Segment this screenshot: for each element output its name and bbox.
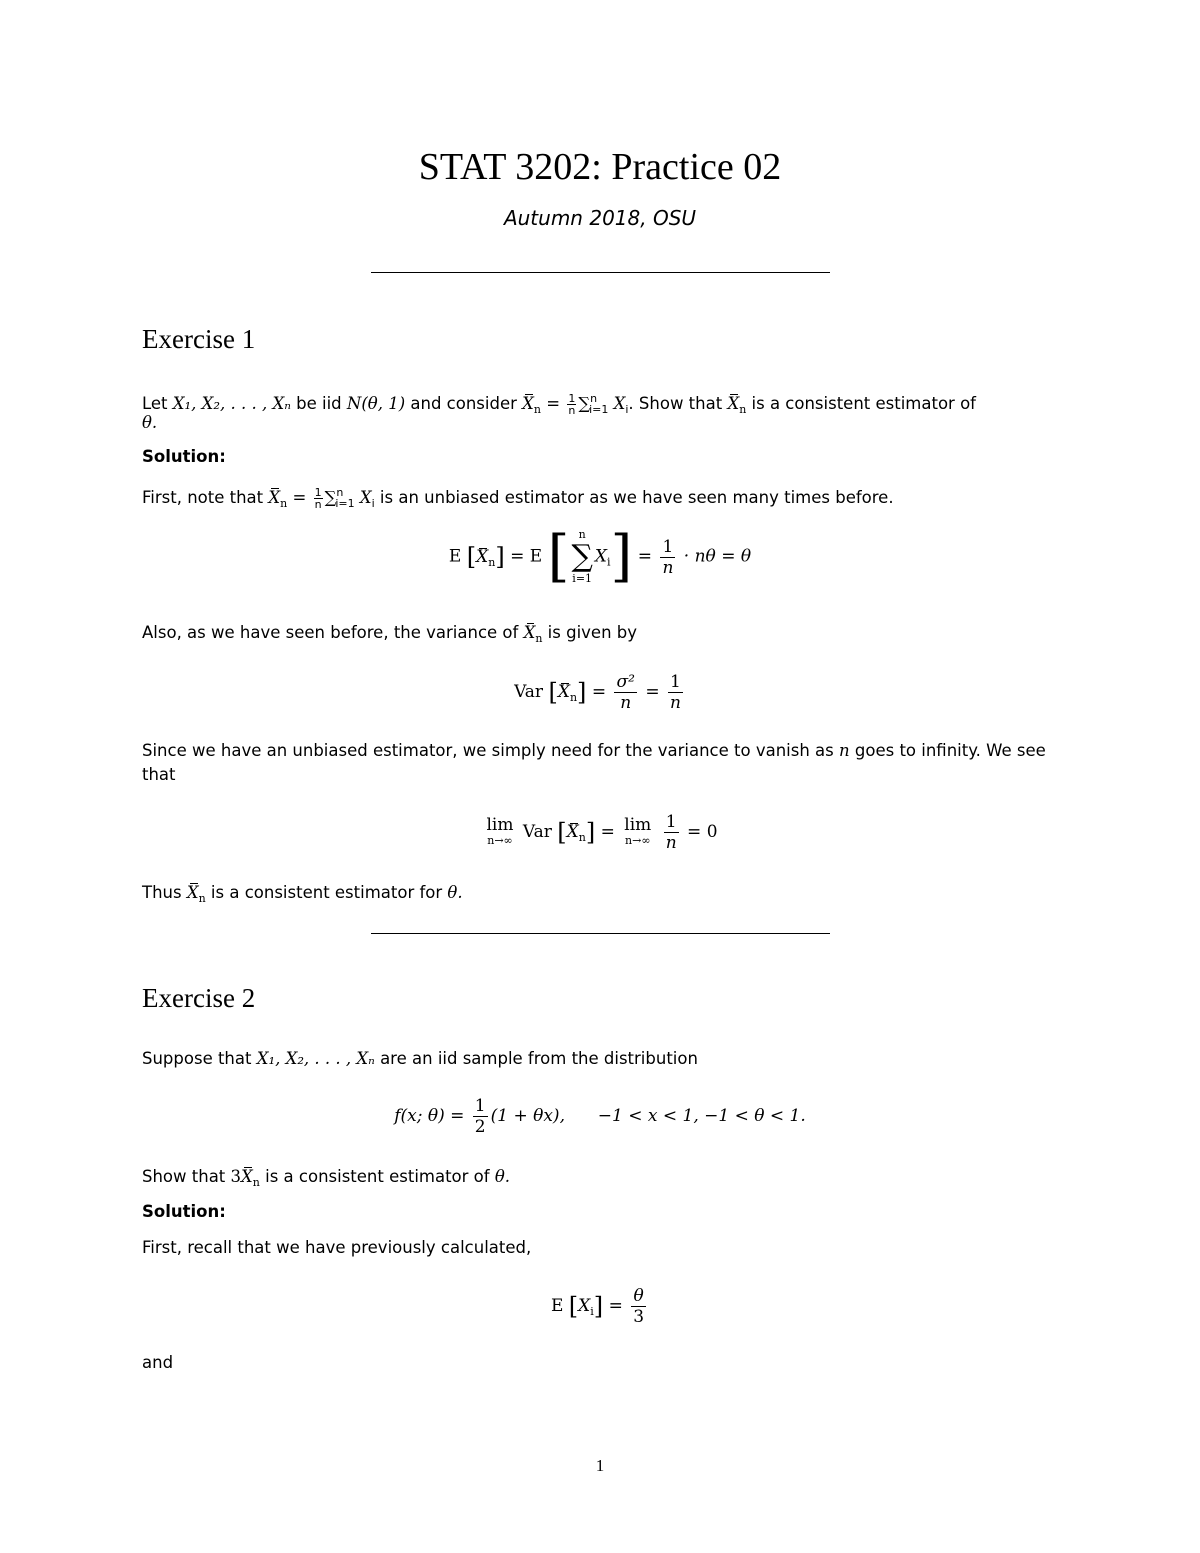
exercise-2-task: Show that $3X_n$ is a consistent estimator of θ.: [142, 1167, 511, 1189]
exercise-1-heading: Exercise 1: [142, 324, 256, 354]
exercise-1-since-line-2: that: [142, 765, 176, 784]
exercise-1-solution-line-1: First, note that $X_n$ = $\frac{1}{n}$ ∑$^n_{i=1}$ $X_i$ is an unbiased estimator as we have seen many times before.: [142, 486, 894, 511]
divider-middle: [371, 933, 830, 934]
exercise-1-conclusion: Thus $X_n$ is a consistent estimator for θ.: [142, 883, 463, 905]
equation-variance: Var $[X_n]$ = $\frac{\text{σ²}}{n}$ = $\frac{1}{n}$: [514, 672, 681, 713]
exercise-1-statement-line-2: θ.: [142, 413, 158, 432]
exercise-2-heading: Exercise 2: [142, 983, 256, 1013]
equation-limit: lim n→∞ Var $[X_n] = \lim$ n→∞ $\frac{1}{n}$ = 0: [486, 812, 718, 853]
exercise-1-statement-line-1: Let X₁, X₂, . . . , Xₙ be iid N(θ, 1) and consider $X_n$ = $\frac{1}{n}$ ∑$^n_{i=1}$ $X_i$. Show that $X_n$ is a consistent estimator of: [142, 392, 976, 417]
equation-mean-xi: E $[X_i]$ = $\frac{\theta}{3}$: [550, 1286, 645, 1327]
exercise-2-statement: Suppose that X₁, X₂, . . . , Xₙ are an iid sample from the distribution: [142, 1049, 698, 1068]
divider-top: [371, 272, 830, 273]
document-subtitle: Autumn 2018, OSU: [503, 206, 697, 230]
exercise-2-solution-label: Solution:: [142, 1202, 226, 1221]
exercise-1-since-line-1: Since we have an unbiased estimator, we simply need for the variance to vanish as n goes to infinity. We see: [142, 741, 1046, 760]
exercise-2-and: and: [142, 1353, 174, 1372]
document-title: STAT 3202: Practice 02: [418, 146, 782, 188]
equation-expectation: E $[X_n] = E$ [ n ∑ i=1 $X_i$] = $\frac{1}{n}$ · nθ = θ: [448, 524, 752, 589]
exercise-2-recall: First, recall that we have previously calculated,: [142, 1238, 532, 1257]
page-number: 1: [595, 1456, 605, 1475]
exercise-1-solution-label: Solution:: [142, 447, 226, 466]
equation-density: f(x; θ) = $\frac{1}{2}$ (1 + θx), −1 < x < 1, −1 < θ < 1.: [394, 1096, 806, 1137]
exercise-1-variance-intro: Also, as we have seen before, the variance of $X_n$ is given by: [142, 623, 638, 645]
